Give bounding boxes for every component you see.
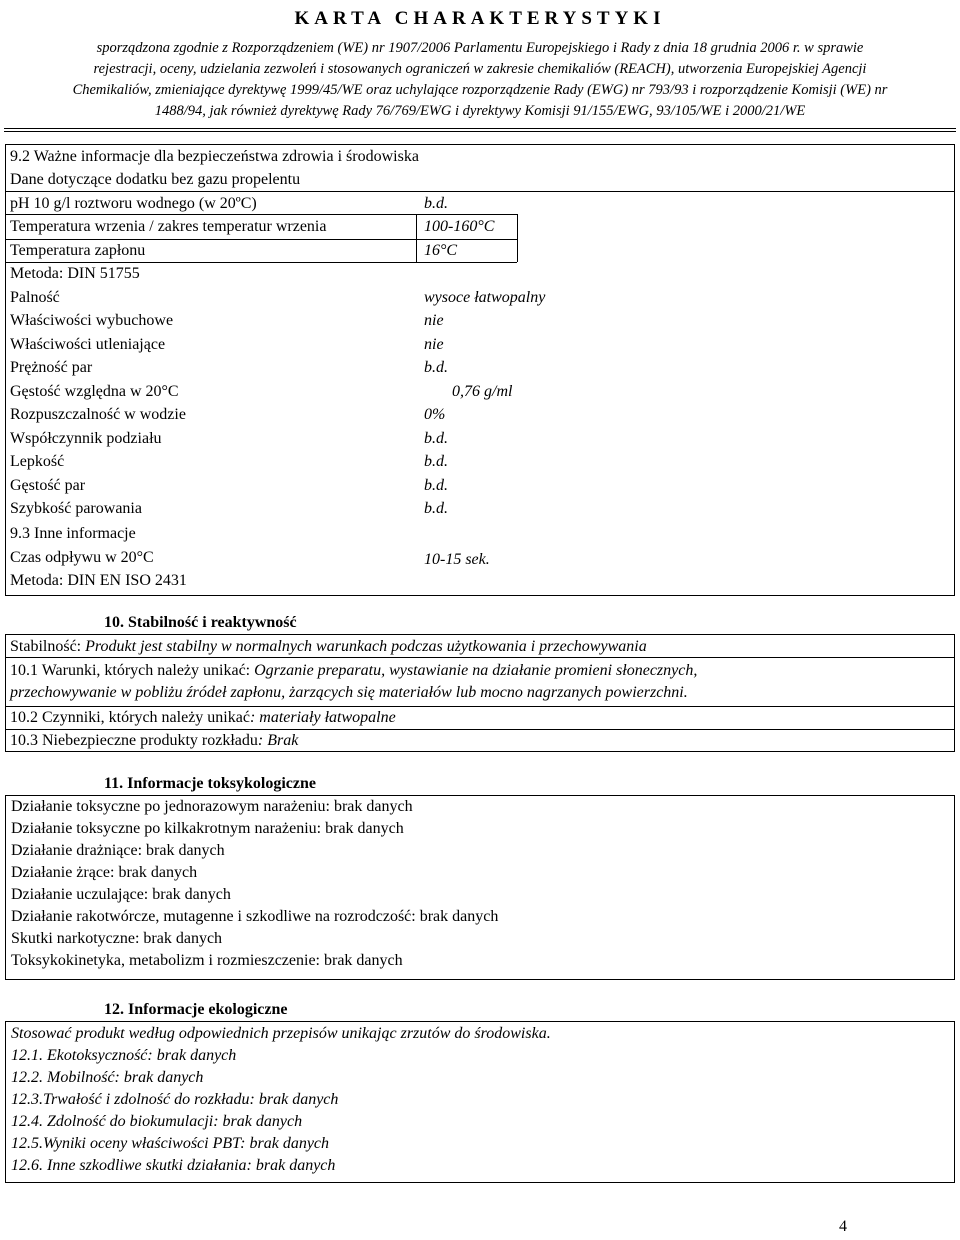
decomposition-label: 10.3 Niebezpieczne produkty rozkładu: [10, 732, 258, 749]
regulation-subtitle: [6, 38, 954, 122]
property-value: nie: [424, 312, 444, 329]
property-value: b.d.: [424, 500, 448, 517]
column-divider: [517, 214, 518, 262]
subtitle-line: sporządzona zgodnie z Rozporządzeniem (WE) nr 1907/2006 Parlamentu Europejskiego i Rady z dnia 18 grudnia 2006 r. w sprawie: [96, 40, 864, 56]
ecology-item: 12.4. Zdolność do biokumulacji: brak danych: [11, 1113, 303, 1130]
row-divider: [5, 191, 955, 192]
section-10-heading: 10. Stabilność i reaktywność: [104, 614, 297, 631]
property-label: pH 10 g/l roztworu wodnego (w 20ºC): [10, 195, 257, 212]
row-divider: [5, 214, 517, 215]
property-label: Prężność par: [10, 359, 93, 376]
property-value: nie: [424, 336, 444, 353]
incompatible-materials-row: [10, 708, 396, 728]
property-label: Metoda: DIN 51755: [10, 265, 140, 282]
toxicology-item: Skutki narkotyczne: brak danych: [11, 930, 223, 947]
toxicology-item: Działanie rakotwórcze, mutagenne i szkodliwe na rozrodczość: brak danych: [11, 908, 499, 925]
conditions-value: Ogrzanie preparatu, wystawianie na działanie promieni słonecznych,: [254, 662, 698, 679]
incompatible-label: 10.2 Czynniki, których należy unikać: [10, 709, 250, 726]
property-value: wysoce łatwopalny: [424, 289, 546, 306]
toxicology-item: Działanie toksyczne po kilkakrotnym narażeniu: brak danych: [11, 820, 404, 837]
property-label: Właściwości wybuchowe: [10, 312, 174, 329]
row-divider: [5, 729, 955, 730]
property-value: 100-160°C: [424, 218, 495, 235]
property-label: Gęstość względna w 20°C: [10, 383, 179, 400]
header-divider: [4, 128, 956, 129]
decomposition-products-row: [10, 731, 298, 751]
subtitle-line: 1488/94, jak również dyrektywę Rady 76/769/EWG i dyrektywy Komisji 91/155/EWG, 93/105/WE i 2000/21/WE: [154, 103, 806, 119]
section-11-heading: 11. Informacje toksykologiczne: [104, 775, 316, 792]
ecology-item: 12.2. Mobilność: brak danych: [11, 1069, 204, 1086]
subtitle-line: Chemikaliów, zmieniające dyrektywę 1999/45/WE oraz uchylające rozporządzenie Rady (EWG) nr 793/93 i rozporządzenie Komisji (WE) nr: [72, 82, 888, 98]
section-12-heading: 12. Informacje ekologiczne: [104, 1001, 288, 1018]
flow-time-label: Czas odpływu w 20°C: [10, 549, 154, 566]
subtitle-line: rejestracji, oceny, udzielania zezwoleń i stosowanych ograniczeń w zakresie chemikaliów (REACH), utworzenia Europejskiej Agencji: [93, 61, 867, 77]
flow-time-value: 10-15 sek.: [424, 551, 490, 568]
stability-label: Stabilność:: [10, 638, 86, 655]
property-label: Szybkość parowania: [10, 500, 142, 517]
row-divider: [5, 239, 517, 240]
ecology-list: [11, 1023, 551, 1177]
toxicology-item: Działanie drażniące: brak danych: [11, 842, 225, 859]
property-value: b.d.: [424, 359, 448, 376]
ecology-item: Stosować produkt według odpowiednich przepisów unikając zrzutów do środowiska.: [11, 1025, 551, 1042]
property-label: Temperatura wrzenia / zakres temperatur wrzenia: [10, 218, 327, 235]
row-divider: [5, 706, 955, 707]
conditions-value-continued: przechowywanie w pobliżu źródeł zapłonu, żarzących się materiałów lub mocno nagrzanych powierzchni.: [10, 684, 688, 701]
property-value: b.d.: [424, 195, 448, 212]
property-label: Rozpuszczalność w wodzie: [10, 406, 186, 423]
property-label: Gęstość par: [10, 477, 86, 494]
property-value: 0%: [424, 406, 446, 423]
property-value: b.d.: [424, 430, 448, 447]
property-label: Temperatura zapłonu: [10, 242, 146, 259]
property-value: b.d.: [424, 453, 448, 470]
toxicology-item: Toksykokinetyka, metabolizm i rozmieszczenie: brak danych: [11, 952, 403, 969]
row-divider: [5, 657, 955, 658]
property-label: Palność: [10, 289, 60, 306]
property-label: Lepkość: [10, 453, 65, 470]
property-value: b.d.: [424, 477, 448, 494]
property-label: Właściwości utleniające: [10, 336, 166, 353]
ecology-item: 12.1. Ekotoksyczność: brak danych: [11, 1047, 237, 1064]
toxicology-item: Działanie uczulające: brak danych: [11, 886, 231, 903]
column-divider: [416, 214, 417, 262]
section-9-subheading: Dane dotyczące dodatku bez gazu propelentu: [10, 171, 301, 188]
header-divider: [4, 131, 956, 132]
stability-value: Produkt jest stabilny w normalnych warunkach podczas użytkowania i przechowywania: [85, 638, 647, 655]
property-label: Współczynnik podziału: [10, 430, 162, 447]
conditions-label: 10.1 Warunki, których należy unikać:: [10, 662, 255, 679]
flow-time-method: Metoda: DIN EN ISO 2431: [10, 572, 187, 589]
page-number: 4: [839, 1218, 847, 1235]
document-title: KARTA CHARAKTERYSTYKI: [294, 8, 666, 29]
stability-row: [10, 637, 647, 657]
section-9-2-heading: 9.2 Ważne informacje dla bezpieczeństwa zdrowia i środowiska: [10, 148, 419, 165]
decomposition-value: : Brak: [257, 732, 299, 749]
row-divider: [5, 262, 517, 263]
conditions-to-avoid-row: [10, 661, 697, 681]
toxicology-item: Działanie żrące: brak danych: [11, 864, 198, 881]
incompatible-value: : materiały łatwopalne: [249, 709, 396, 726]
toxicology-list: [11, 796, 498, 972]
ecology-item: 12.6. Inne szkodliwe skutki działania: brak danych: [11, 1157, 336, 1174]
property-value: 0,76 g/ml: [452, 383, 513, 400]
property-value: 16°C: [424, 242, 458, 259]
toxicology-item: Działanie toksyczne po jednorazowym narażeniu: brak danych: [11, 798, 413, 815]
ecology-item: 12.3.Trwałość i zdolność do rozkładu: brak danych: [11, 1091, 339, 1108]
ecology-item: 12.5.Wyniki oceny właściwości PBT: brak danych: [11, 1135, 330, 1152]
section-9-3-heading: 9.3 Inne informacje: [10, 525, 136, 542]
